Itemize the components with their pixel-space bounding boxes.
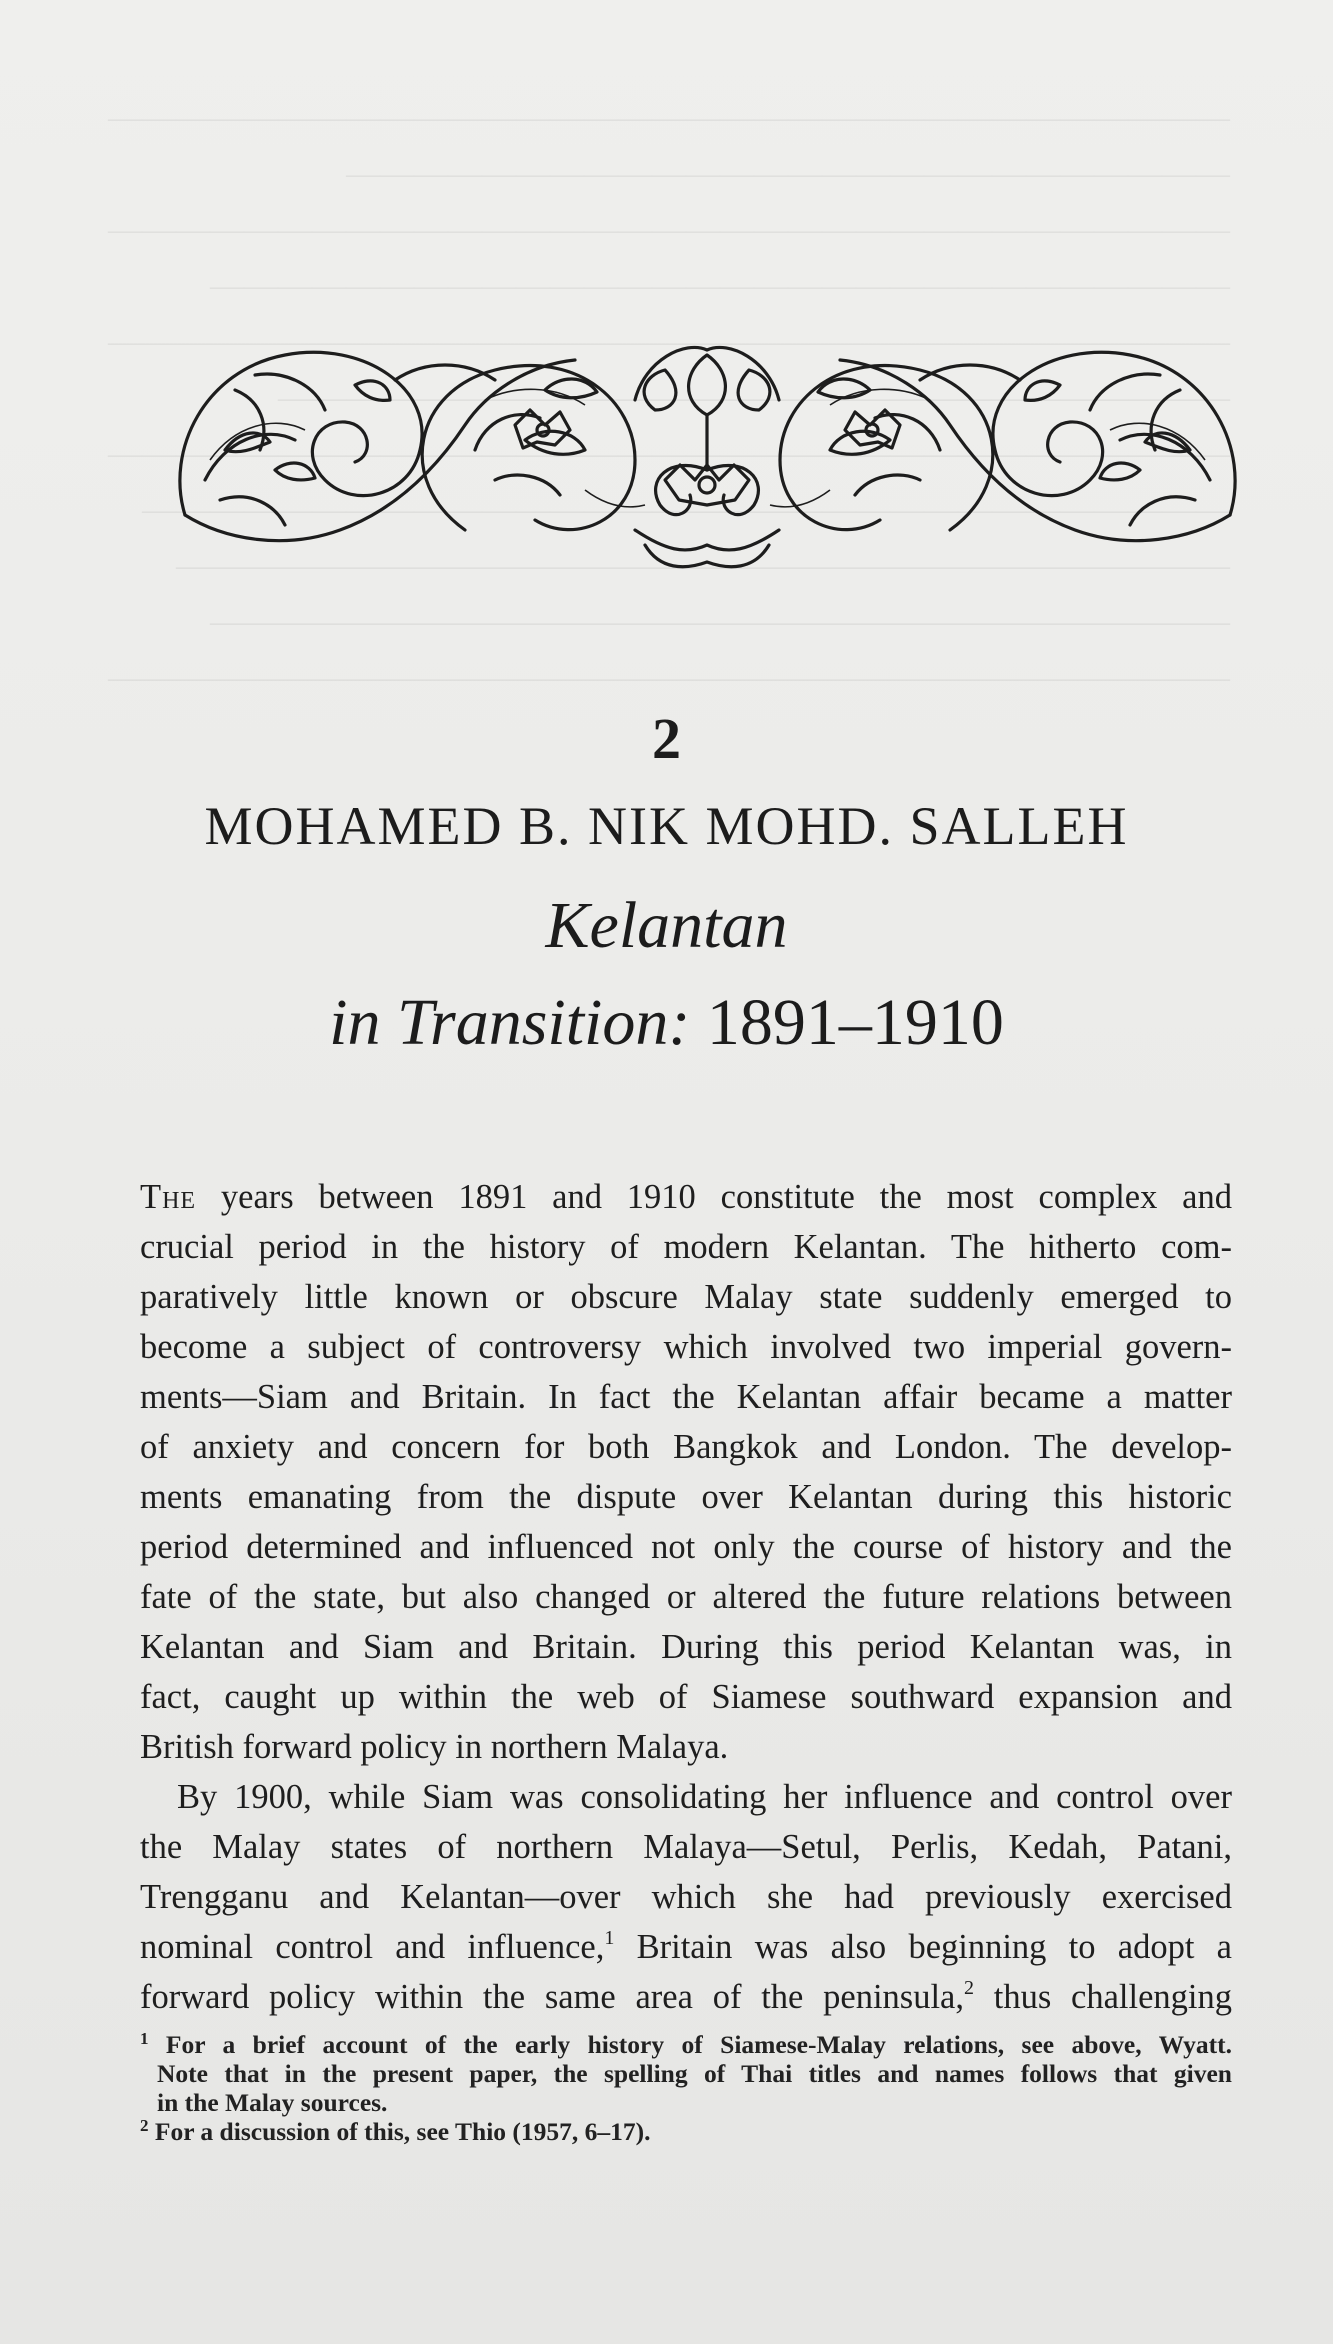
footnote-mark-1: 1 [140,2029,149,2048]
footnote-1-cont: in the Malay sources. [157,2088,388,2117]
footnote-ref-2: 2 [963,1977,974,1999]
paragraph-line: The years between 1891 and 1910 constitute the most complex and [140,1178,1232,1216]
footnote-2: $^2$ For a discussion of this, see Thio (1957, 6–17). [140,2116,651,2146]
chapter-number: 2 [652,706,681,771]
footnote-1-cont: Note that in the present paper, the spelling of Thai titles and names follows that given [157,2059,1232,2088]
paragraph-line: nominal control and influence,$^1$ Britain was also beginning to adopt a [140,1927,1232,1966]
paragraph-lead-word: The [140,1178,197,1216]
chapter-title-line1: Kelantan [545,889,788,962]
paragraph-line: period determined and influenced not only the course of history and the [140,1528,1232,1566]
paragraph-line: forward policy within the same area of the peninsula,$^2$ thus challenging [140,1977,1232,2016]
paragraph-line: of anxiety and concern for both Bangkok and London. The develop- [140,1428,1232,1466]
paragraph-line: ments emanating from the dispute over Kelantan during this historic [140,1478,1232,1516]
footnote-ref-1: 1 [604,1927,615,1949]
chapter-title-years: 1891–1910 [706,986,1004,1059]
paragraph-line: British forward policy in northern Malaya. [140,1728,729,1766]
bleed-through-text: ――――――――――――――――――――――――――――――――― ―――――――――――――――――――――――――― ――――――――――――――――――――――――――――――――― ―――――――――――――――――――――――――――――― ――――――――――――――――――――――――――――――――― ―――――――――――――――――――――――――――― ――――――――――――――――――――――――――――――――― ―――――――――――――――――――――――――――――――― ――――――――――――――――――――――――――――――― ―――――――――――――――――――――――――――――― ――――――――――――――――――――――――――――――――― [108,99,1230,696]
body-text [140,1172,1232,2022]
paragraph-line: ments—Siam and Britain. In fact the Kelantan affair became a matter [140,1378,1232,1416]
footnote-1: $^1$ For a brief account of the early history of Siamese-Malay relations, see above, Wyatt. [140,2029,1232,2059]
paragraph-line: become a subject of controversy which involved two imperial govern- [140,1328,1232,1366]
floral-ornament-icon [165,330,1250,580]
paragraph-line: paratively little known or obscure Malay state suddenly emerged to [140,1278,1232,1316]
chapter-author: MOHAMED B. NIK MOHD. SALLEH [204,796,1129,856]
paragraph-line: By 1900, while Siam was consolidating her influence and control over [177,1778,1232,1816]
paragraph-line: fact, caught up within the web of Siamese southward expansion and [140,1678,1232,1716]
paragraph-line: crucial period in the history of modern Kelantan. The hitherto com- [140,1228,1232,1266]
chapter-title-line2 [0,985,1333,1061]
footnotes [140,2030,1232,2146]
paragraph-line: fate of the state, but also changed or altered the future relations between [140,1578,1232,1616]
paragraph-line: the Malay states of northern Malaya—Setul, Perlis, Kedah, Patani, [140,1828,1232,1866]
chapter-title-italic: in Transition: [329,986,691,1059]
paragraph-line: Trengganu and Kelantan—over which she had previously exercised [140,1878,1232,1916]
paragraph-line: Kelantan and Siam and Britain. During this period Kelantan was, in [140,1628,1232,1666]
footnote-mark-2: 2 [140,2116,149,2135]
